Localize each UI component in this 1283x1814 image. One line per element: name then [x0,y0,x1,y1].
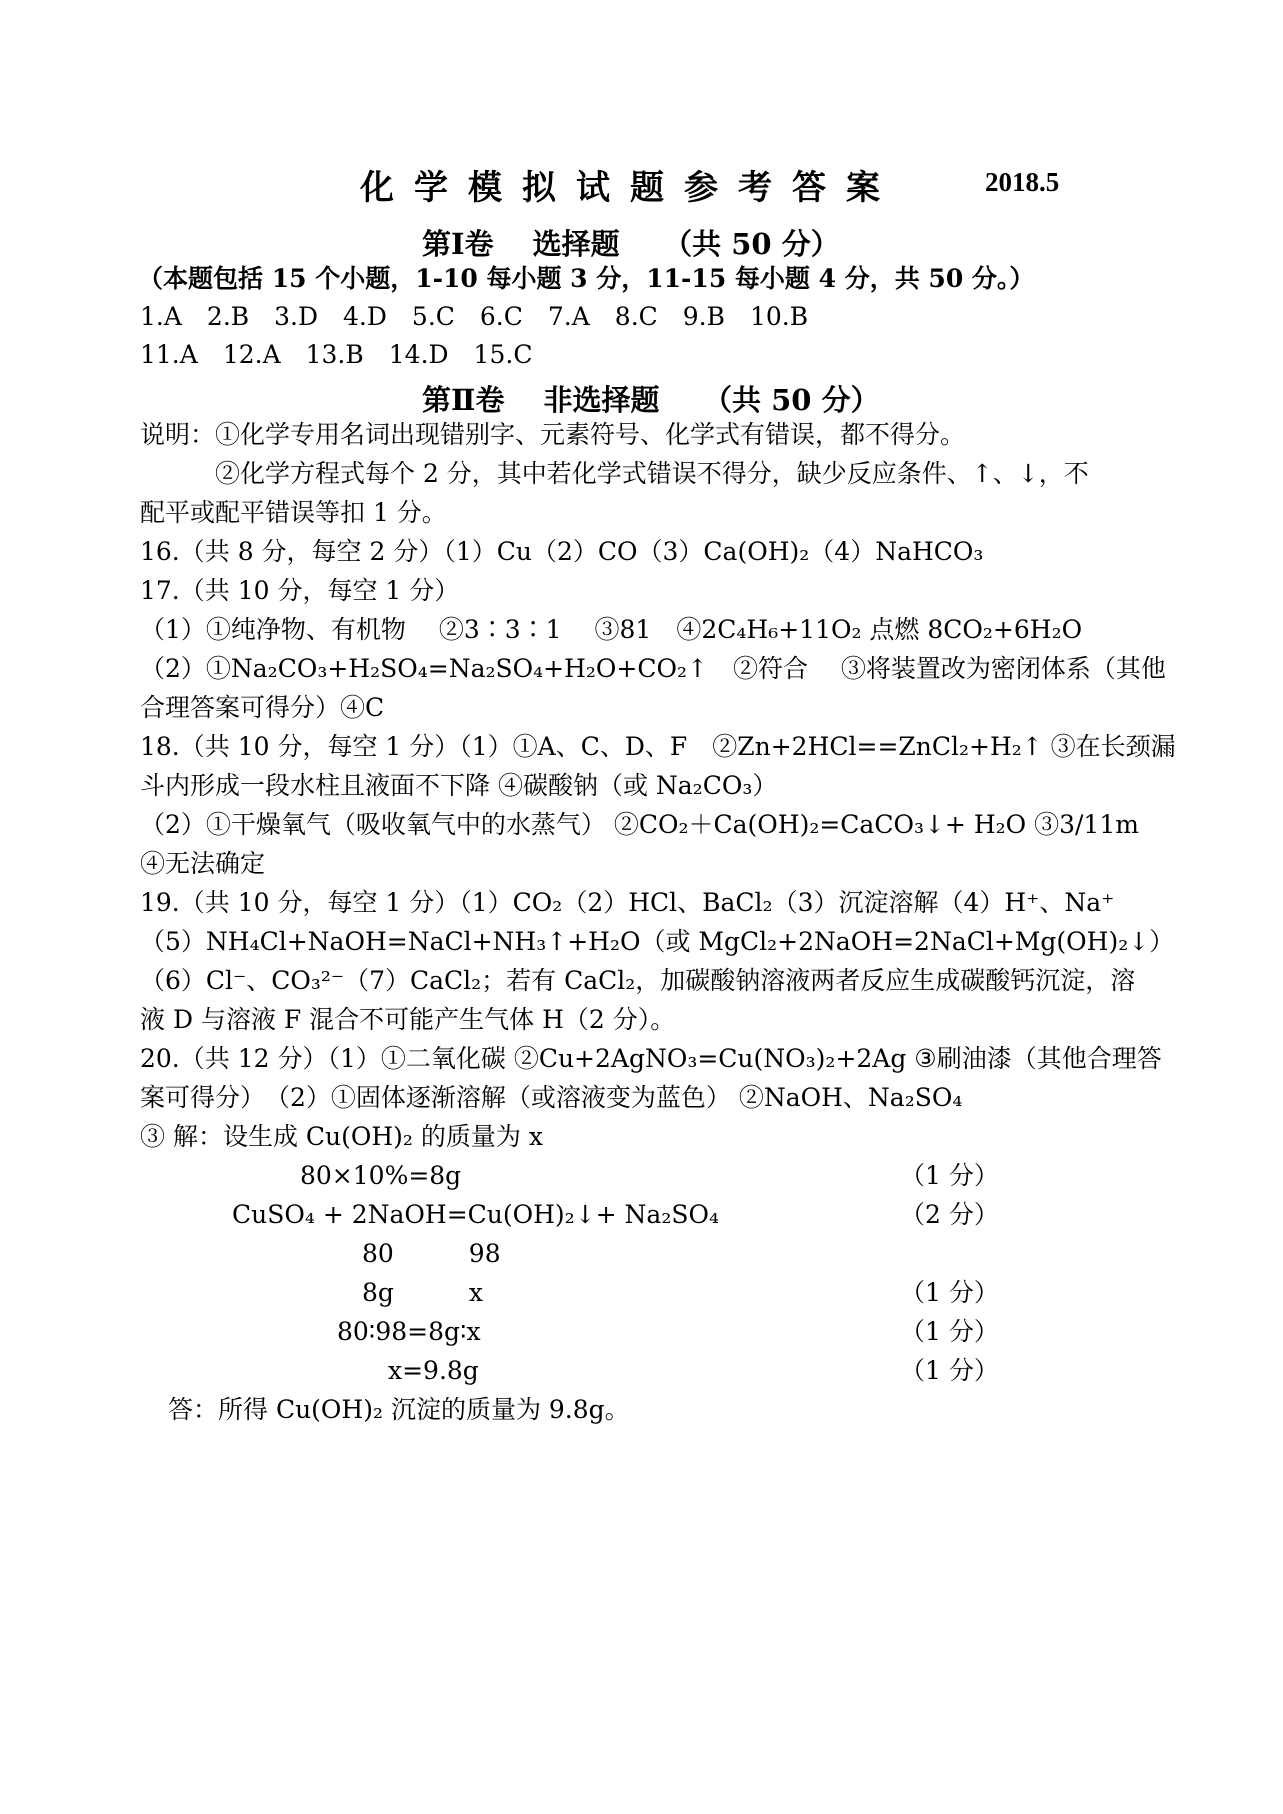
answer-17-header: 17.（共 10 分，每空 1 分） [140,576,460,605]
calc-score: （1 分） [900,1356,999,1385]
calc-step: CuSO₄ + 2NaOH=Cu(OH)₂↓+ Na₂SO₄ [232,1200,719,1229]
answer-18-part1-cont: 斗内形成一段水柱且液面不下降 ④碳酸钠（或 Na₂CO₃） [140,771,778,800]
part1-answers-row1: 1.A 2.B 3.D 4.D 5.C 6.C 7.A 8.C 9.B 10.B [140,302,809,331]
answer-16: 16.（共 8 分，每空 2 分）（1）Cu（2）CO（3）Ca(OH)₂（4）NaHCO₃ [140,537,984,566]
part1-heading: 第Ⅰ卷 选择题 （共 50 分） [422,227,840,261]
answer-20-part2: 案可得分） （2）①固体逐渐溶解（或溶液变为蓝色） ②NaOH、Na₂SO₄ [140,1083,963,1112]
answer-19-part1: 19.（共 10 分，每空 1 分）（1）CO₂（2）HCl、BaCl₂（3）沉淀溶解（4）H⁺、Na⁺ [140,888,1115,917]
answer-17-part2: （2）①Na₂CO₃+H₂SO₄=Na₂SO₄+H₂O+CO₂↑ ②符合 ③将装置改为密闭体系（其他 [140,654,1166,683]
answer-20-part3-intro: ③ 解：设生成 Cu(OH)₂ 的质量为 x [140,1122,543,1151]
calc-step: 8g x [362,1278,484,1307]
part2-note-1: 说明：①化学专用名词出现错别字、元素符号、化学式有错误，都不得分。 [140,420,966,449]
conclusion: 答：所得 Cu(OH)₂ 沉淀的质量为 9.8g。 [168,1395,630,1424]
answer-18-part1: 18.（共 10 分，每空 1 分）（1）①A、C、D、F ②Zn+2HCl==ZnCl₂+H₂↑ ③在长颈漏 [140,732,1176,761]
page-date: 2018.5 [985,167,1060,197]
answer-18-part2-cont: ④无法确定 [140,849,266,878]
calc-step: x=9.8g [388,1356,479,1385]
calc-step: 80×10%=8g [300,1161,462,1190]
calc-step: 80∶98=8g∶x [337,1317,481,1346]
answer-20-part1: 20.（共 12 分）（1）①二氧化碳 ②Cu+2AgNO₃=Cu(NO₃)₂+2Ag ③刷油漆（其他合理答 [140,1044,1162,1073]
calc-score: （2 分） [900,1200,999,1229]
calc-score: （1 分） [900,1278,999,1307]
part1-note: （本题包括 15 个小题，1-10 每小题 3 分，11-15 每小题 4 分，共 50 分。） [138,264,1035,293]
calc-step: 80 98 [362,1239,501,1268]
answer-18-part2: （2）①干燥氧气（吸收氧气中的水蒸气） ②CO₂＋Ca(OH)₂=CaCO₃↓+ H₂O ③3/11m [140,810,1139,839]
part2-note-3: 配平或配平错误等扣 1 分。 [140,498,447,527]
answer-17-part1: （1）①纯净物、有机物 ②3∶3∶1 ③81 ④2C₄H₆+11O₂ 点燃 8CO₂+6H₂O [140,615,1083,644]
calc-score: （1 分） [900,1161,999,1190]
answer-19-part6: （6）Cl⁻、CO₃²⁻（7）CaCl₂；若有 CaCl₂，加碳酸钠溶液两者反应生成碳酸钙沉淀，溶 [140,966,1136,995]
answer-17-part2-cont: 合理答案可得分）④C [140,693,385,722]
answer-19-part6-cont: 液 D 与溶液 F 混合不可能产生气体 H（2 分）。 [140,1005,676,1034]
page-title: 化学模拟试题参考答案 [360,168,900,208]
part2-note-2: ②化学方程式每个 2 分，其中若化学式错误不得分，缺少反应条件、↑、↓，不 [140,459,1089,488]
calc-score: （1 分） [900,1317,999,1346]
part2-heading: 第Ⅱ卷 非选择题 （共 50 分） [422,383,880,417]
answer-19-part5: （5）NH₄Cl+NaOH=NaCl+NH₃↑+H₂O（或 MgCl₂+2NaOH=2NaCl+Mg(OH)₂↓） [140,927,1175,956]
part1-answers-row2: 11.A 12.A 13.B 14.D 15.C [140,340,533,369]
